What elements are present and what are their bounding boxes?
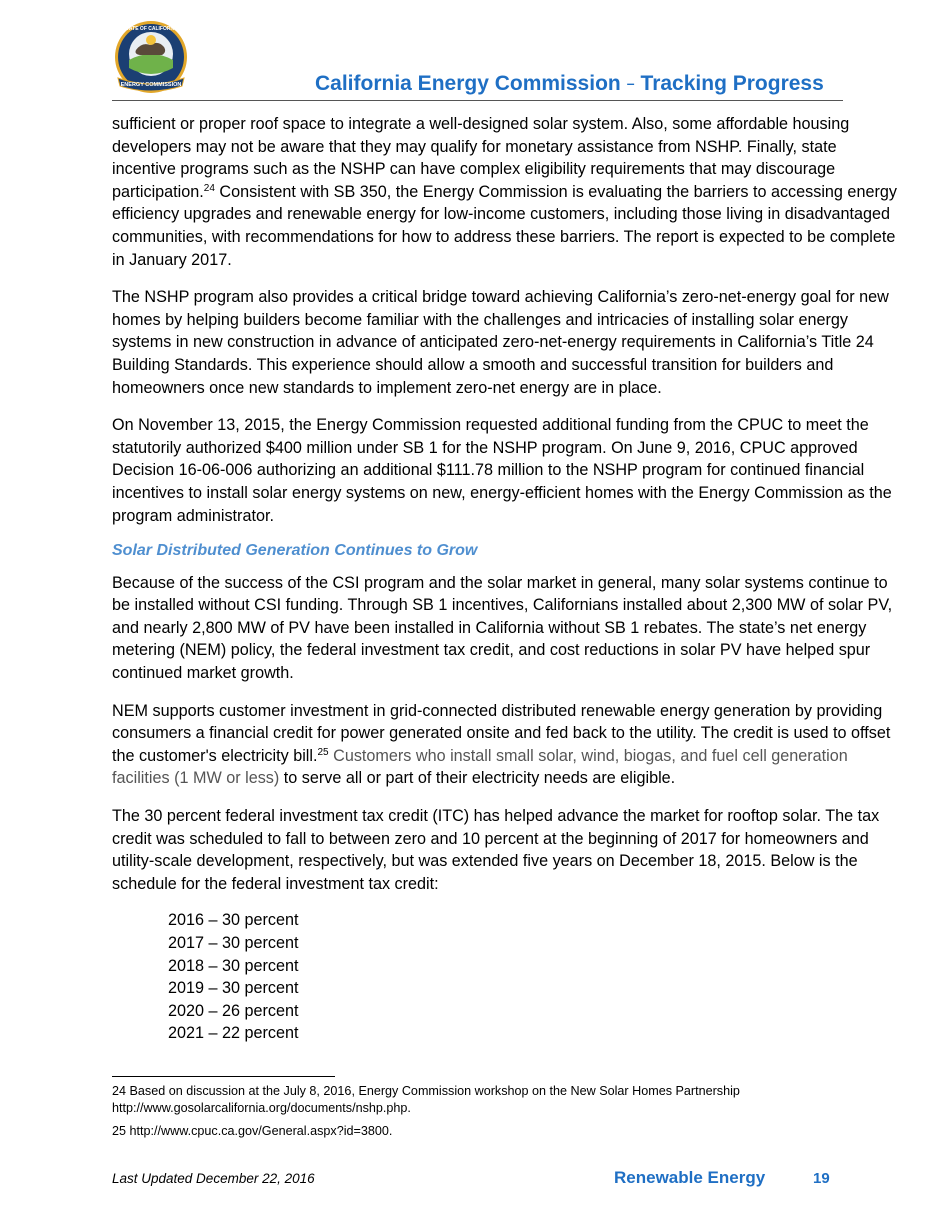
itc-schedule-list bbox=[168, 909, 898, 1045]
logo-top-text: STATE OF CALIFORNIA bbox=[122, 26, 180, 32]
header-report: Tracking Progress bbox=[640, 72, 824, 95]
header-dash: – bbox=[626, 75, 635, 91]
paragraph-barriers-cont: Consistent with SB 350, the Energy Commission is evaluating the barriers to accessing energy efficiency upgrades and renewable energy for low-income customers, including those living in disadvantaged communities, with recommendations for how to address these barriers. The report is expected to be complete in January 2017. bbox=[112, 182, 897, 269]
header-org: California Energy Commission bbox=[315, 72, 621, 95]
paragraph-barriers-text: sufficient or proper roof space to integrate a well-designed solar system. Also, some affordable housing developers may not be aware that they may qualify for monetary assistance from NSHP. Finally, state incentive programs such as the NSHP can have complex eligibility requirements that may discourage participation. bbox=[112, 115, 850, 201]
paragraph-nem-eligible: Customers who install small solar, wind, biogas, and fuel cell generation facilities (1 MW or less) bbox=[112, 746, 848, 788]
list-item: 2017 – 30 percent bbox=[168, 934, 299, 952]
list-item: 2021 – 22 percent bbox=[168, 1024, 299, 1043]
list-item: 2020 – 26 percent bbox=[168, 1001, 299, 1020]
list-item: 2019 – 30 percent bbox=[168, 979, 299, 998]
list-item: 2016 – 30 percent bbox=[168, 911, 299, 930]
paragraph-barriers bbox=[112, 113, 898, 271]
footnote-divider bbox=[112, 1076, 335, 1077]
paragraph-itc: The 30 percent federal investment tax credit (ITC) has helped advance the market for rooftop solar. The tax credit was scheduled to fall to between zero and 10 percent at the beginning of 2017 for homeowners and utility-scale development, respectively, but was extended five years on December 18, 2015. Below is the schedule for the federal investment tax credit: bbox=[112, 807, 880, 893]
footnote-ref-25[interactable]: 25 bbox=[317, 746, 329, 758]
footnote-24: 24 Based on discussion at the July 8, 2016, Energy Commission workshop on the New Solar Homes Partnership http://www.gosolarcalifornia.org/documents/nshp.php. bbox=[112, 1084, 740, 1115]
paragraph-funding: On November 13, 2015, the Energy Commission requested additional funding from the CPUC to meet the statutorily authorized $400 million under SB 1 for the NSHP program. On June 9, 2016, CPUC approved Decision 16-06-006 authorizing an additional $111.78 million to the NSHP program for continued financial incentives to install solar energy systems on new, energy-efficient homes with the Energy Commission as the program administrator. bbox=[112, 416, 892, 525]
footer-last-updated: Last Updated December 22, 2016 bbox=[112, 1171, 315, 1186]
main-content bbox=[112, 113, 898, 1045]
paragraph-nem-text: NEM supports customer investment in grid-connected distributed renewable energy generation by providing consumers a financial credit for power generated onsite and fed back to the utility. The credit is used to offset the customer's electricity bill. bbox=[112, 701, 891, 765]
paragraph-csi: Because of the success of the CSI program and the solar market in general, many solar systems continue to be installed without CSI funding. Through SB 1 incentives, Californians installed about 2,300 MW of solar PV, and nearly 2,800 MW of PV have been installed in California without SB 1 rebates. The state’s net energy metering (NEM) policy, the federal investment tax credit, and cost reductions in solar PV have helped spur continued market growth. bbox=[112, 573, 893, 683]
footer-section-title: Renewable Energy bbox=[614, 1168, 766, 1187]
page-number: 19 bbox=[813, 1170, 830, 1187]
paragraph-nem bbox=[112, 700, 898, 790]
footnote-ref-24[interactable]: 24 bbox=[203, 182, 215, 194]
footnote-25: 25 http://www.cpuc.ca.gov/General.aspx?id=3800. bbox=[112, 1124, 393, 1138]
list-item: 2018 – 30 percent bbox=[168, 956, 299, 975]
footnotes bbox=[112, 1083, 898, 1146]
energy-commission-logo bbox=[112, 20, 190, 94]
paragraph-nem-cont: to serve all or part of their electricity needs are eligible. bbox=[279, 769, 676, 788]
logo-bottom-text: ENERGY COMMISSION bbox=[120, 82, 182, 88]
section-heading: Solar Distributed Generation Continues to Grow bbox=[112, 542, 478, 560]
paragraph-nshp-bridge: The NSHP program also provides a critical bridge toward achieving California’s zero-net-energy goal for new homes by helping builders become familiar with the challenges and intricacies of installing solar energy systems in new construction in advance of anticipated zero-net-energy requirements in California’s Title 24 Building Standards. This experience should allow a smooth and successful transition for builders and homeowners once new standards to implement zero-net energy are in place. bbox=[112, 288, 889, 397]
page-header-title bbox=[315, 72, 824, 96]
header-divider bbox=[112, 100, 843, 101]
